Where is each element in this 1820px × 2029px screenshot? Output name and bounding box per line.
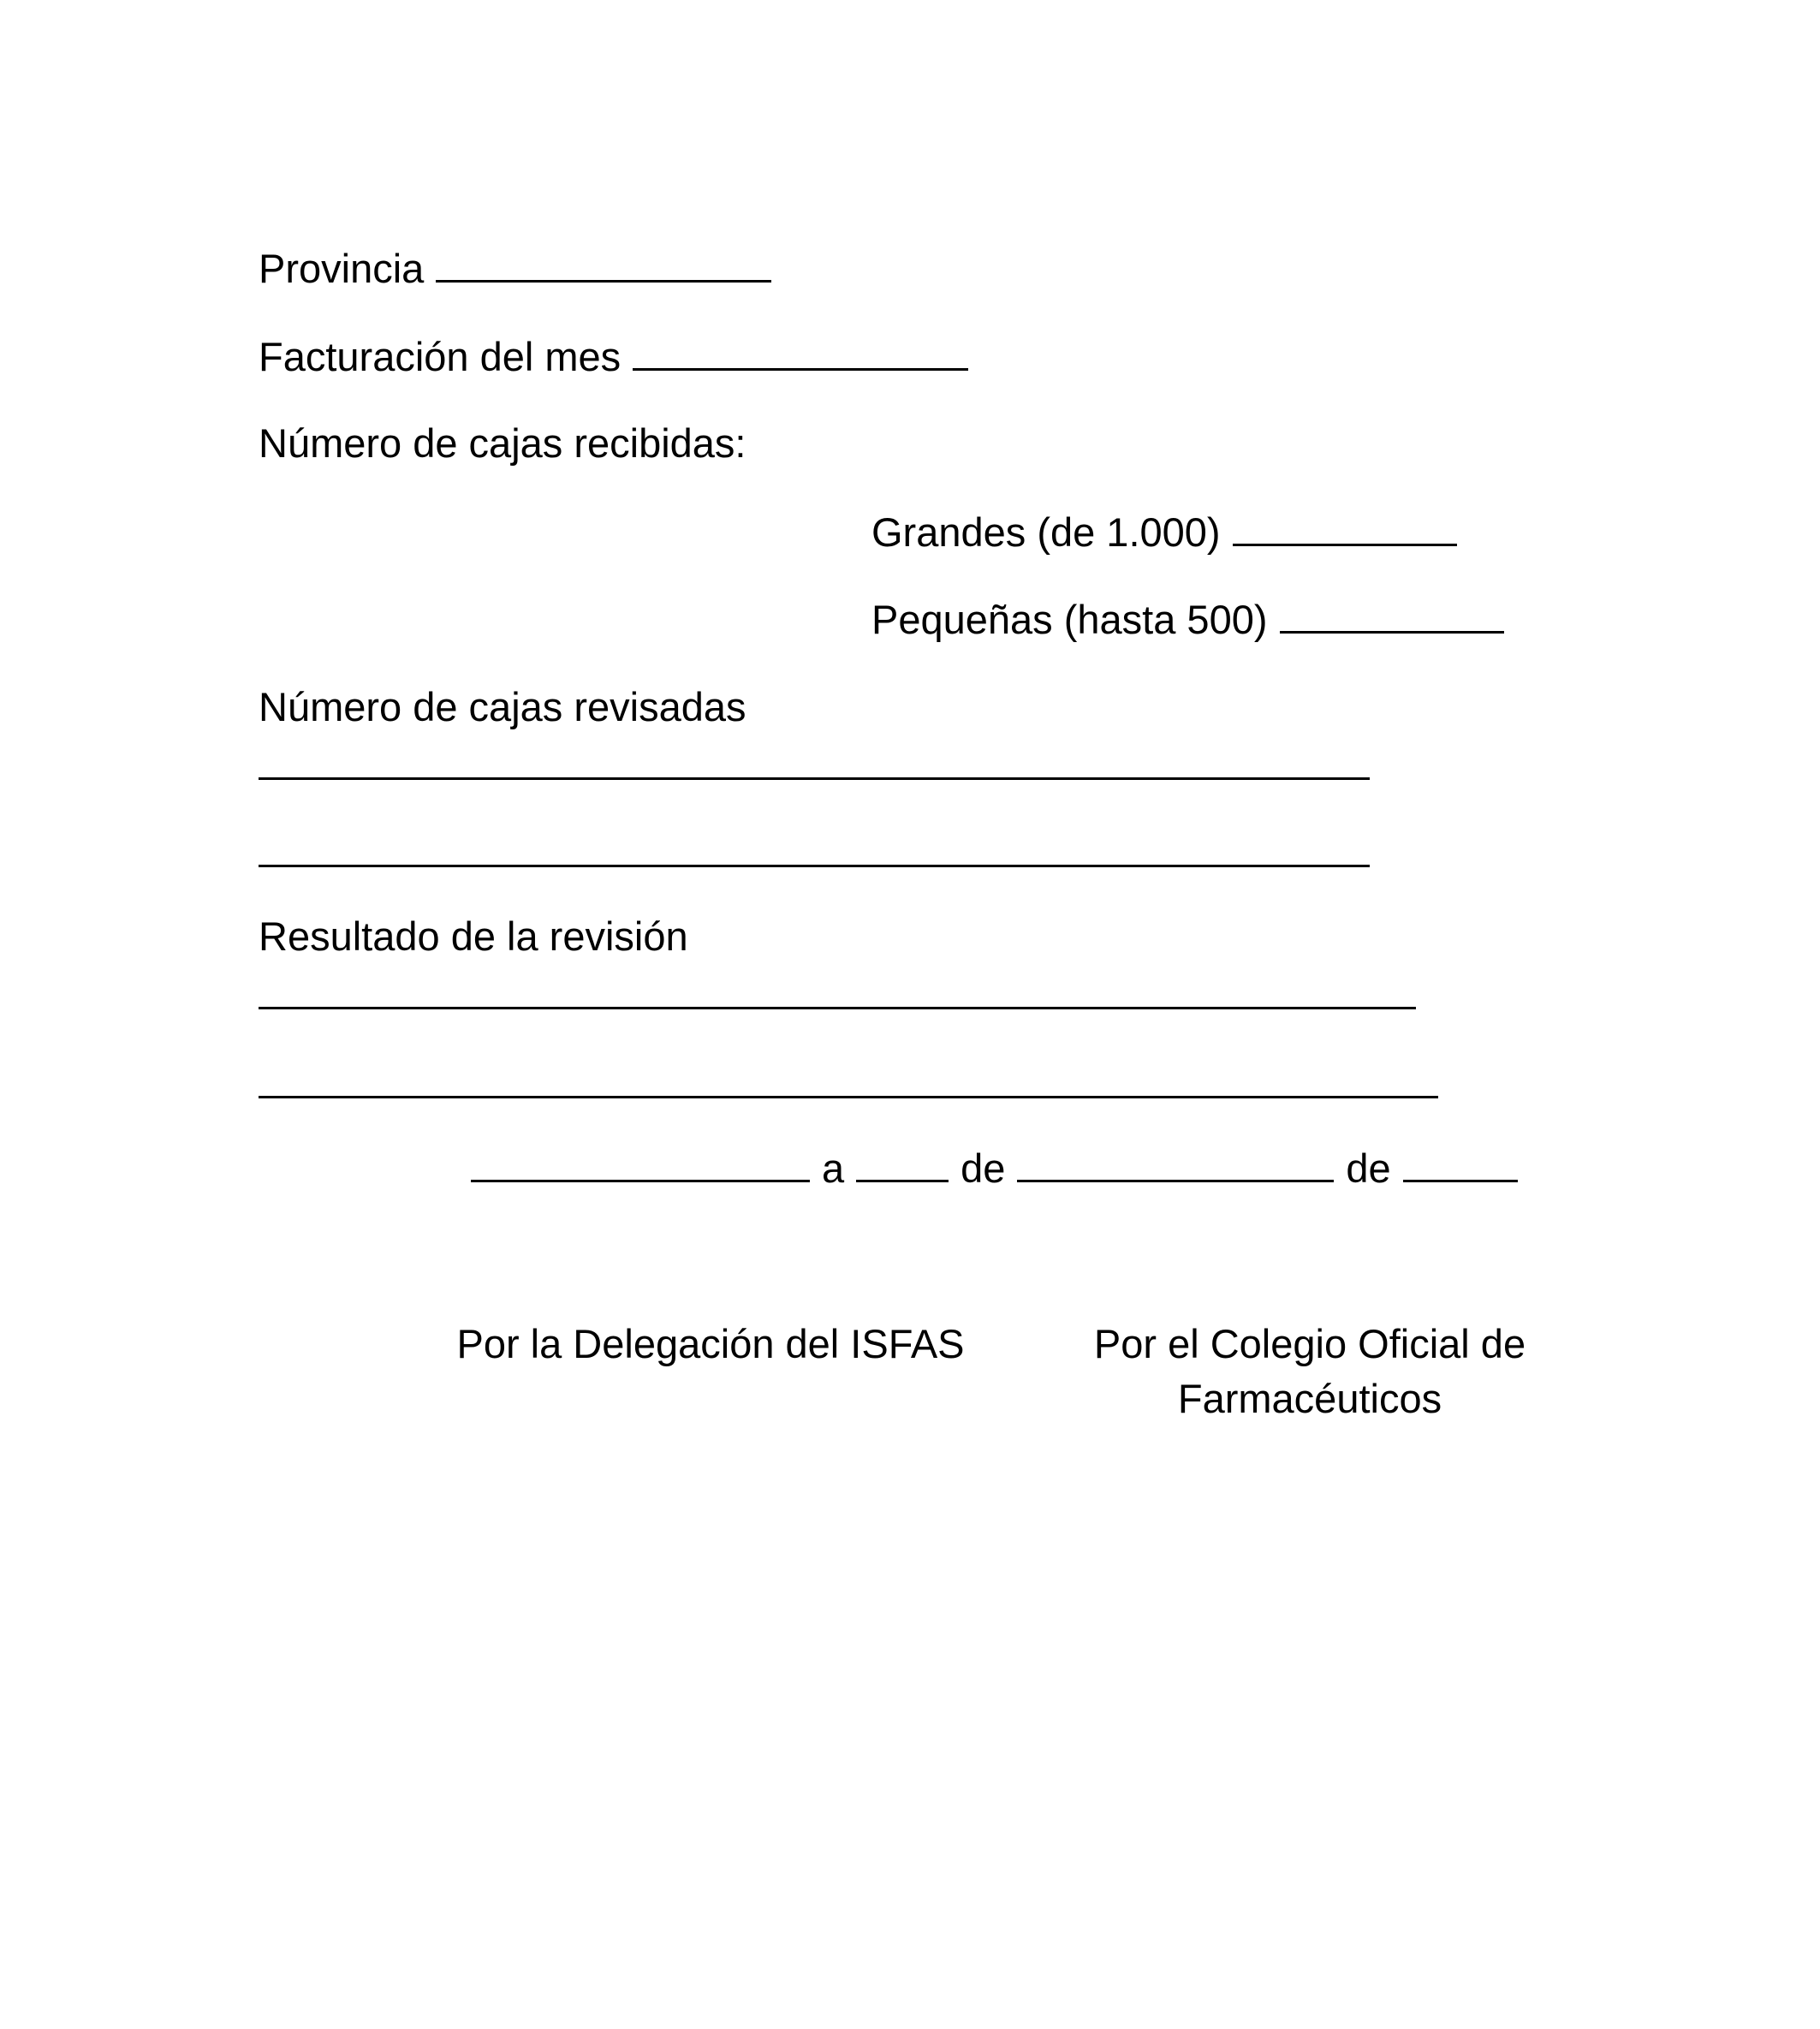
provincia-blank[interactable] bbox=[436, 242, 771, 283]
facturacion-label: Facturación del mes bbox=[259, 334, 622, 379]
facturacion-row bbox=[259, 330, 968, 383]
provincia-label: Provincia bbox=[259, 246, 425, 291]
cajas-revisadas-blank-1[interactable] bbox=[259, 777, 1370, 780]
provincia-row bbox=[259, 242, 771, 295]
cajas-revisadas-label: Número de cajas revisadas bbox=[259, 684, 746, 729]
cajas-revisadas-blank-2[interactable] bbox=[259, 865, 1370, 867]
signature-colegio: Por el Colegio Oficial de Farmacéuticos bbox=[1093, 1321, 1526, 1421]
facturacion-blank[interactable] bbox=[633, 330, 968, 371]
cajas-recibidas-row bbox=[259, 418, 746, 469]
grandes-blank[interactable] bbox=[1233, 506, 1457, 546]
date-de-word-1: de bbox=[961, 1145, 1006, 1191]
date-line bbox=[471, 1142, 1518, 1194]
month-blank[interactable] bbox=[1017, 1142, 1334, 1182]
resultado-blank-1[interactable] bbox=[259, 1007, 1416, 1009]
resultado-label: Resultado de la revisión bbox=[259, 913, 688, 959]
cajas-recibidas-label: Número de cajas recibidas: bbox=[259, 420, 746, 466]
pequenas-blank[interactable] bbox=[1280, 593, 1504, 634]
date-de-word-2: de bbox=[1346, 1145, 1391, 1191]
pequenas-label: Pequeñas (hasta 500) bbox=[871, 597, 1268, 642]
date-a-word: a bbox=[822, 1145, 845, 1191]
resultado-row bbox=[259, 911, 688, 962]
signature-isfas: Por la Delegación del ISFAS bbox=[456, 1321, 965, 1366]
grandes-label: Grandes (de 1.000) bbox=[871, 509, 1221, 555]
day-blank[interactable] bbox=[856, 1142, 949, 1182]
pequenas-row bbox=[871, 593, 1504, 646]
grandes-row bbox=[871, 506, 1457, 558]
cajas-revisadas-row bbox=[259, 681, 746, 733]
year-blank[interactable] bbox=[1403, 1142, 1518, 1182]
place-blank[interactable] bbox=[471, 1142, 810, 1182]
resultado-blank-2[interactable] bbox=[259, 1096, 1438, 1098]
